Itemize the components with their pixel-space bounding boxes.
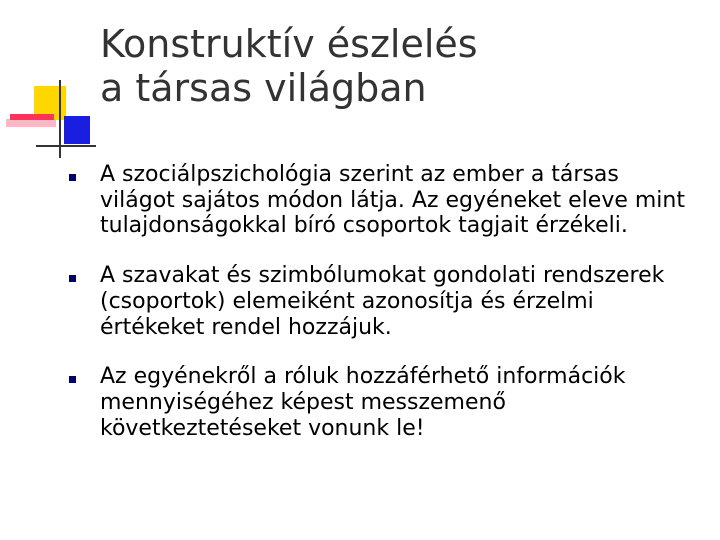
bullet-text: A szociálpszichológia szerint az ember a társas világot sajátos módon látja. Az egyéneket eleve mint tulajdonságokkal bíró csoportok tagjait érzékeli. xyxy=(100,162,685,239)
slide-title xyxy=(100,22,700,111)
bullet-text: Az egyénekről a róluk hozzáférhető információk mennyiségéhez képest messzemenő következtetéseket vonunk le! xyxy=(100,364,626,441)
bullet-text: A szavakat és szimbólumokat gondolati rendszerek (csoportok) elemeiként azonosítja és érzelmi értékeket rendel hozzájuk. xyxy=(100,263,665,340)
logo-blue-square xyxy=(64,116,90,144)
title-line-1: Konstruktív észlelés xyxy=(100,22,478,66)
square-bullet-icon xyxy=(69,376,76,383)
bullet-item xyxy=(60,162,700,239)
logo-horizontal-line xyxy=(36,145,96,147)
logo-red-shadow xyxy=(6,119,56,127)
decorative-logo-graphic xyxy=(0,0,100,170)
bullet-item xyxy=(60,263,700,340)
bullet-list xyxy=(60,162,700,466)
square-bullet-icon xyxy=(69,275,76,282)
bullet-item xyxy=(60,364,700,441)
square-bullet-icon xyxy=(69,174,76,181)
title-line-2: a társas világban xyxy=(100,66,427,111)
logo-red-bar xyxy=(10,114,54,120)
